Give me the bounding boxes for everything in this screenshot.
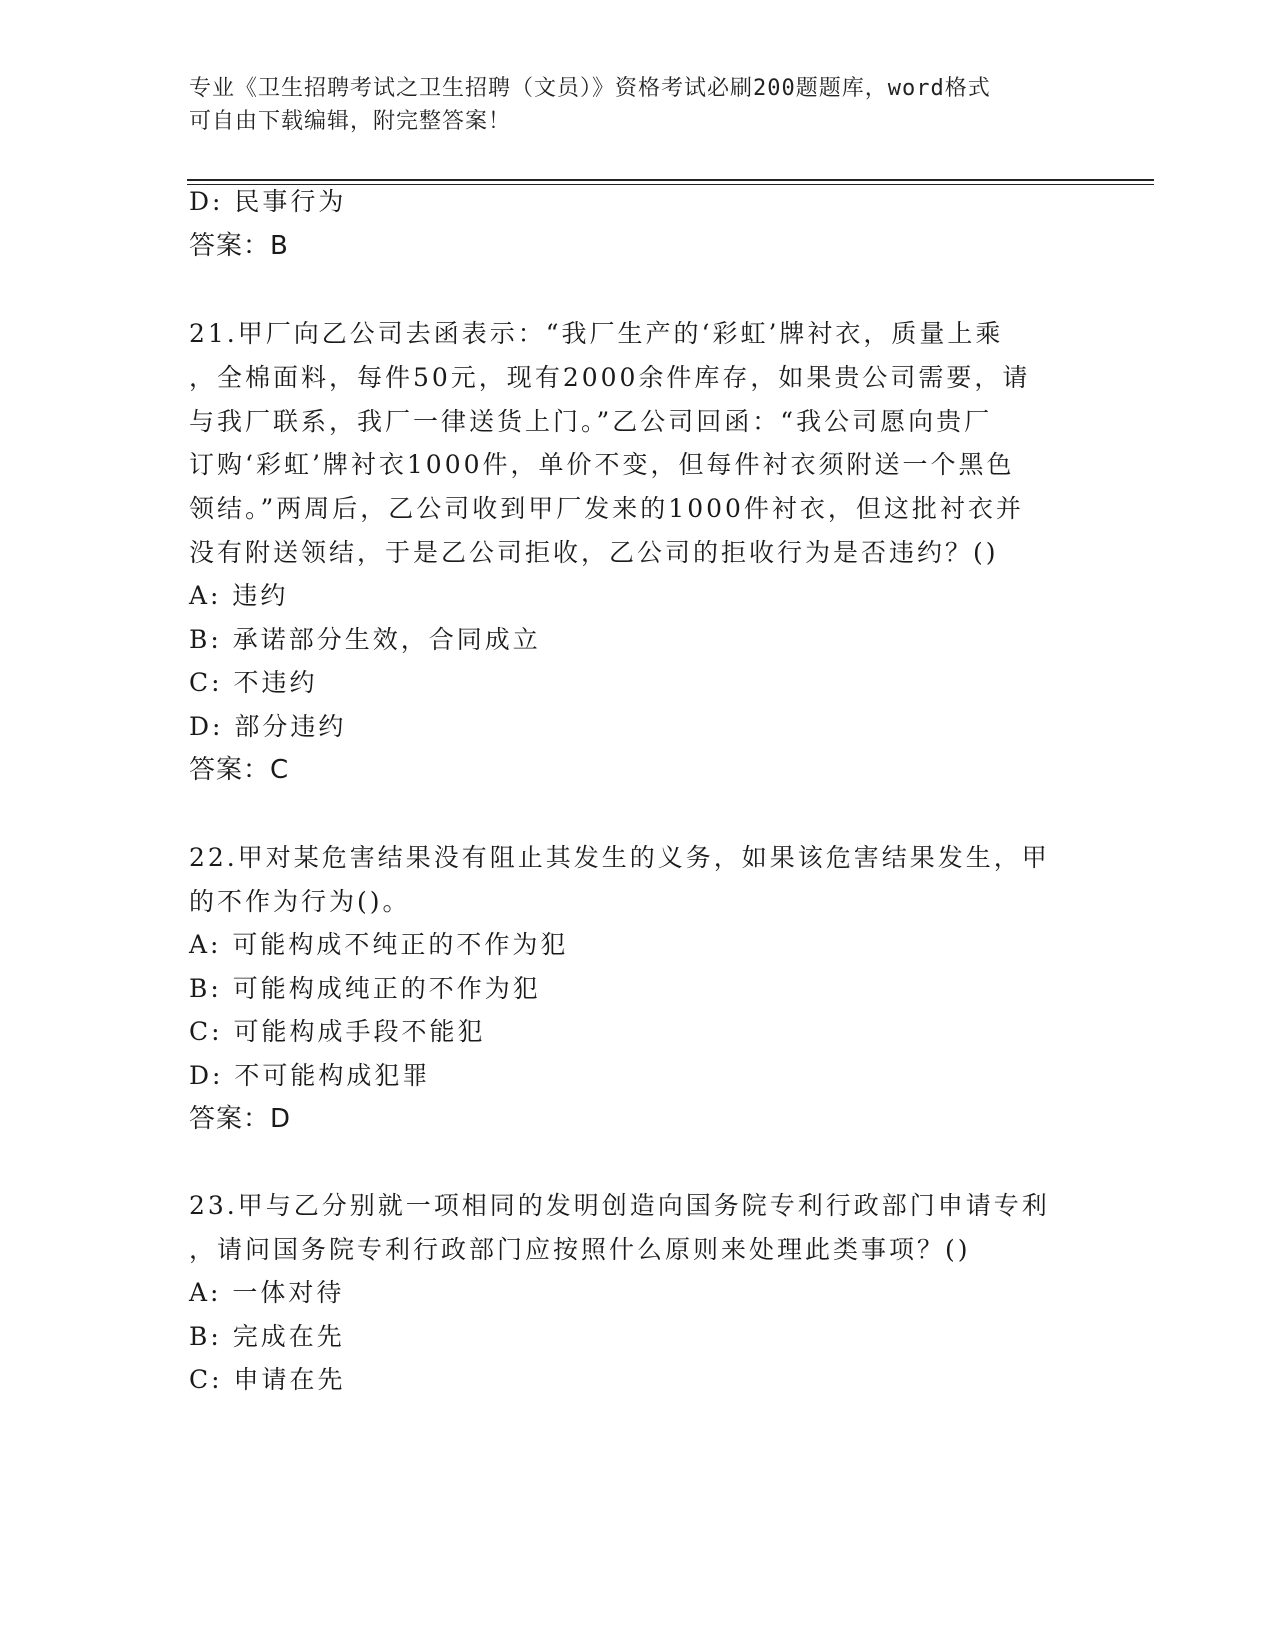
header-divider-thin [187, 184, 1154, 185]
q22-text-line-2: 的不作为行为()。 [189, 887, 411, 916]
q21-option-d: D: 部分违约 [189, 712, 347, 741]
header-divider-thick [187, 179, 1154, 181]
prev-option-d: D: 民事行为 [189, 187, 347, 216]
q21-text-line-4: 订购‘彩虹’牌衬衣1000件，单价不变，但每件衬衣须附送一个黑色 [189, 450, 1015, 479]
q23-option-a: A: 一体对待 [189, 1278, 345, 1307]
header-title-line-1: 专业《卫生招聘考试之卫生招聘（文员）》资格考试必刷200题题库，word格式 [189, 76, 991, 101]
q22-option-b: B: 可能构成纯正的不作为犯 [189, 974, 541, 1003]
q23-option-c: C: 申请在先 [189, 1365, 346, 1394]
q22-option-c: C: 可能构成手段不能犯 [189, 1017, 486, 1046]
prev-answer: 答案：B [189, 231, 289, 261]
header-title-line-2: 可自由下载编辑，附完整答案！ [189, 109, 512, 134]
q21-text-line-3: 与我厂联系，我厂一律送货上门。”乙公司回函：“我公司愿向贵厂 [189, 407, 993, 436]
q21-text-line-5: 领结。”两周后，乙公司收到甲厂发来的1000件衬衣，但这批衬衣并 [189, 494, 1024, 523]
document-header [189, 72, 1069, 138]
q23-option-b: B: 完成在先 [189, 1322, 345, 1351]
q21-text-line-6: 没有附送领结，于是乙公司拒收，乙公司的拒收行为是否违约？() [189, 538, 999, 567]
q22-text-line-1: 22.甲对某危害结果没有阻止其发生的义务，如果该危害结果发生，甲 [189, 843, 1050, 872]
q21-answer: 答案：C [189, 755, 290, 785]
q22-answer: 答案：D [189, 1104, 292, 1134]
q21-option-a: A: 违约 [189, 581, 289, 610]
q21-option-b: B: 承诺部分生效，合同成立 [189, 625, 541, 654]
q22-option-a: A: 可能构成不纯正的不作为犯 [189, 930, 569, 959]
q22-option-d: D: 不可能构成犯罪 [189, 1061, 431, 1090]
q23-text-line-2: ，请问国务院专利行政部门应按照什么原则来处理此类事项？() [189, 1235, 971, 1264]
q21-text-line-2: ，全棉面料，每件50元，现有2000余件库存，如果贵公司需要，请 [189, 363, 1031, 392]
q23-text-line-1: 23.甲与乙分别就一项相同的发明创造向国务院专利行政部门申请专利 [189, 1191, 1050, 1220]
q21-option-c: C: 不违约 [189, 668, 318, 697]
q21-text-line-1: 21.甲厂向乙公司去函表示：“我厂生产的‘彩虹’牌衬衣，质量上乘 [189, 319, 1004, 348]
